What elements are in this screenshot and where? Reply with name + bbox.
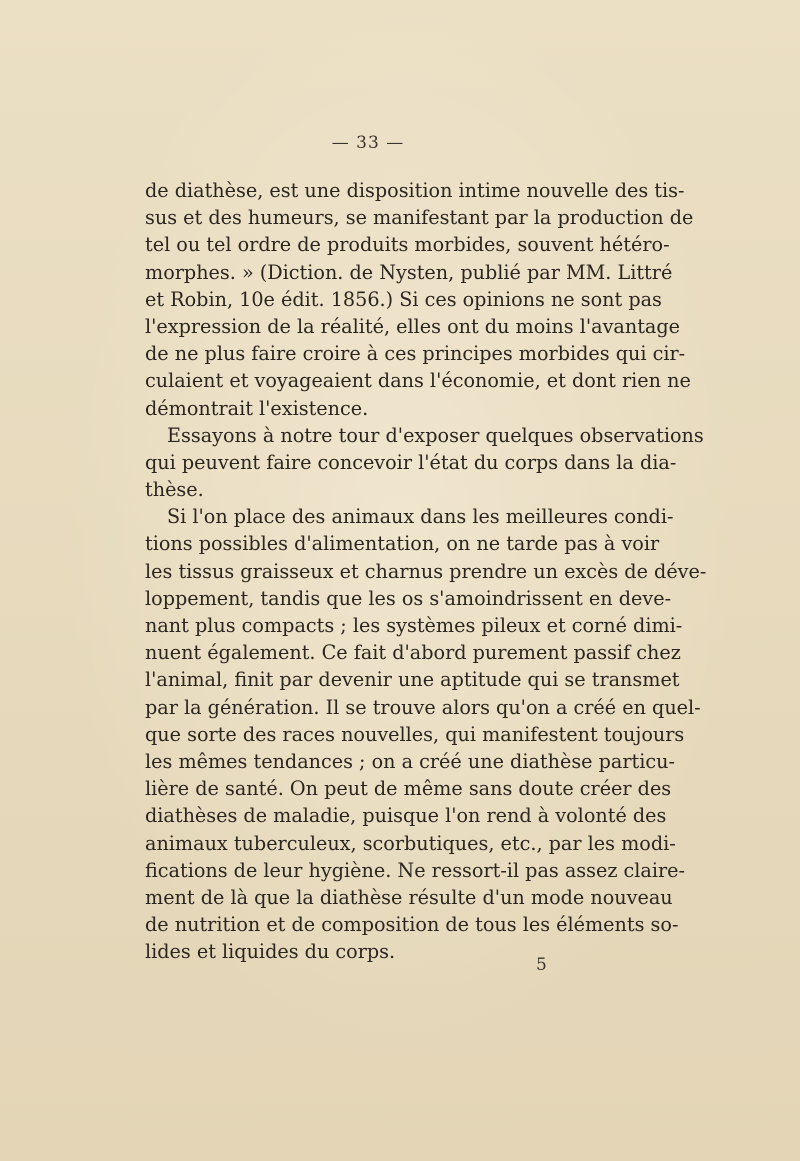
text-line: tions possibles d'alimentation, on ne tarde pas à voir (145, 532, 660, 556)
text-line: l'animal, finit par devenir une aptitude qui se transmet (145, 668, 680, 692)
text-line: et Robin, 10e édit. 1856.) Si ces opinions ne sont pas (145, 287, 662, 311)
signature-mark: 5 (536, 955, 547, 975)
text-line: de nutrition et de composition de tous les éléments so- (145, 913, 679, 937)
text-line: par la génération. Il se trouve alors qu'on a créé en quel- (145, 695, 701, 719)
text-line: lière de santé. On peut de même sans doute créer des (145, 777, 672, 801)
text-line: l'expression de la réalité, elles ont du moins l'avantage (145, 314, 681, 338)
text-line: Essayons à notre tour d'exposer quelques observations (167, 423, 704, 447)
text-line: Si l'on place des animaux dans les meilleures condi- (167, 505, 674, 529)
text-line: thèse. (145, 478, 204, 502)
text-line: que sorte des races nouvelles, qui manifestent toujours (145, 722, 685, 746)
text-line: démontrait l'existence. (145, 396, 369, 420)
text-line: les tissus graisseux et charnus prendre un excès de déve- (145, 559, 707, 583)
text-line: lides et liquides du corps. (145, 940, 396, 964)
page-number: — 33 — (331, 133, 405, 153)
text-line: fications de leur hygiène. Ne ressort-il pas assez claire- (145, 858, 686, 882)
text-line: tel ou tel ordre de produits morbides, souvent hétéro- (145, 233, 670, 257)
text-line: morphes. » (Diction. de Nysten, publié par MM. Littré (145, 260, 673, 284)
text-line: les mêmes tendances ; on a créé une diathèse particu- (145, 749, 675, 773)
text-line: diathèses de maladie, puisque l'on rend à volonté des (145, 804, 667, 828)
text-line: animaux tuberculeux, scorbutiques, etc., par les modi- (145, 831, 676, 855)
text-line: de ne plus faire croire à ces principes morbides qui cir- (145, 342, 686, 366)
text-line: sus et des humeurs, se manifestant par la production de (145, 206, 694, 230)
body-text (145, 177, 707, 965)
text-line: de diathèse, est une disposition intime nouvelle des tis- (145, 179, 685, 202)
text-line: nant plus compacts ; les systèmes pileux et corné dimi- (145, 614, 683, 637)
text-line: qui peuvent faire concevoir l'état du corps dans la dia- (145, 450, 677, 474)
text-line: loppement, tandis que les os s'amoindrissent en deve- (145, 586, 672, 610)
text-line: nuent également. Ce fait d'abord purement passif chez (145, 641, 681, 665)
text-line: ment de là que la diathèse résulte d'un mode nouveau (145, 885, 673, 909)
text-line: culaient et voyageaient dans l'économie, et dont rien ne (145, 369, 691, 393)
